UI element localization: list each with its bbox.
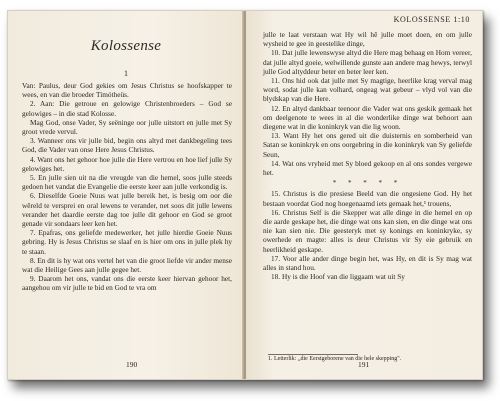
left-page-number: 190 <box>126 360 138 369</box>
verse-6: 6. Dieselfde Goeie Nuus wat julle bereik het, is besig om oor die wêreld te versprei en oral lewens te verander, net soos dit julle lewens verander het daardie eerste dag toe julle dit gehoor en God se groot genade vir sondaars leer ken het. <box>22 191 232 229</box>
open-book <box>7 10 483 380</box>
verse-9-cont: julle te laat verstaan wat Hy wil hê julle moet doen, en om julle wysheid te gee in geestelike dinge, <box>263 30 472 49</box>
right-page-text <box>263 30 472 281</box>
verse-17: 17. Voor alle ander dinge begin het, was Hy, en dit is Sy mag wat alles in stand hou. <box>263 253 472 273</box>
verse-8: 8. En dit is hy wat ons vertel het van die groot liefde vir ander mense wat die Heilige Gees aan julle gegee het. <box>22 255 232 275</box>
verse-2: 2. Aan: Die getroue en gelowige Christenbroeders – God se gelowiges – in die stad Kolosse. <box>22 99 232 118</box>
verse-11: 11. Ons hid ook dat julle met Sy magtige, heerlike krag verval mag word, sodat julle kan volhard, ongeag wat gebeur – vlyd vol van die blydskap van die Here. <box>263 76 472 104</box>
book-title: Kolossense <box>90 38 162 54</box>
verse-9: 9. Daarom het ons, vandat ons die eerste keer hiervan gehoor het, aangehou om vir julle te bid en God te vra om <box>22 274 232 293</box>
running-head: KOLOSSENSE 1:10 <box>393 15 470 24</box>
verse-10: 10. Dat julle lewenswyse altyd die Here mag behaag en Hom vereer, dat julle altyd goeie, welwillende gunste aan andere mag hewys, terwyl julle God altyddeur beter en beter leer ken. <box>263 48 472 76</box>
verse-7: 7. Epafras, ons geliefde medewerker, het julle hierdie Goeie Nuus gebring. Hy is Jesus Christus se slaaf en is hier om ons in julle plek hy te staan. <box>22 228 232 256</box>
section-separator: * * * * * <box>332 179 403 188</box>
chapter-number: 1 <box>124 69 128 78</box>
verse-16: 16. Christus Self is die Skepper wat alle dinge in die hemel en op die aarde geskape het, die dinge wat ons kan sien, en die dinge wat ons nie kan sien nie. Die geesteryk met sy konings en koninkryke, sy owerhede en magte: alles is deur Christus vir Sy eie gebruik en heerlikheid geskape. <box>263 207 472 254</box>
right-page <box>246 11 482 379</box>
verse-12: 12. En altyd dankbaar teenoor die Vader wat ons geskik gemaak het om deelgenote te wees in al die wonderlike dinge wat behoort aan diegene wat in die koninkryk van die lig woon. <box>263 103 472 132</box>
verse-18: 18. Hy is die Hoof van die liggaam wat uit Sy <box>271 272 405 282</box>
footnote <box>268 354 402 363</box>
verse-14: 14. Wat ons vryheid met Sy bloed gekoop en al ons sondes vergewe het. <box>263 158 472 178</box>
verse-2b: Mag God, onse Vader, Sy seëninge oor julle uitstort en julle met Sy groot vrede vervul. <box>22 117 232 137</box>
verse-13: 13. Want Hy het ons gered uit die duisternis en somberheid van Satan se koninkryk en ons oorgebring in die koninkryk van Sy geliefde Seun, <box>263 131 472 159</box>
left-page-text <box>22 81 232 293</box>
verse-1: Van: Paulus, deur God gekies om Jesus Christus se hoofskapper te wees, en van die broeder Timótheüs. <box>22 81 232 100</box>
right-page-number: 191 <box>358 360 370 369</box>
verse-4: 4. Want ons het gehoor hoe julle die Here vertrou en hoe lief julle Sy gelowiges het. <box>22 154 232 173</box>
verse-15: 15. Christus is die presiese Beeld van die ongesiene God. Hy het bestaan voordat God nog hoegenaamd iets gemaak het,¹ trouens, <box>263 189 472 208</box>
footnote-text: 1. Letterlik: „die Eerstgeborene van die hele skepping". <box>268 356 402 362</box>
left-page <box>8 11 244 379</box>
verse-3: 3. Wanneer ons vir julle bid, begin ons altyd met dankbegeling tees God, die Vader van onse Here Jesus Christus. <box>22 136 232 155</box>
verse-5: 5. En julle sien uit na die vreugde van die hemel, soos julle steeds gedoen het vandat die Evangelie die eerste keer aan julle verkondig is. <box>22 173 232 192</box>
